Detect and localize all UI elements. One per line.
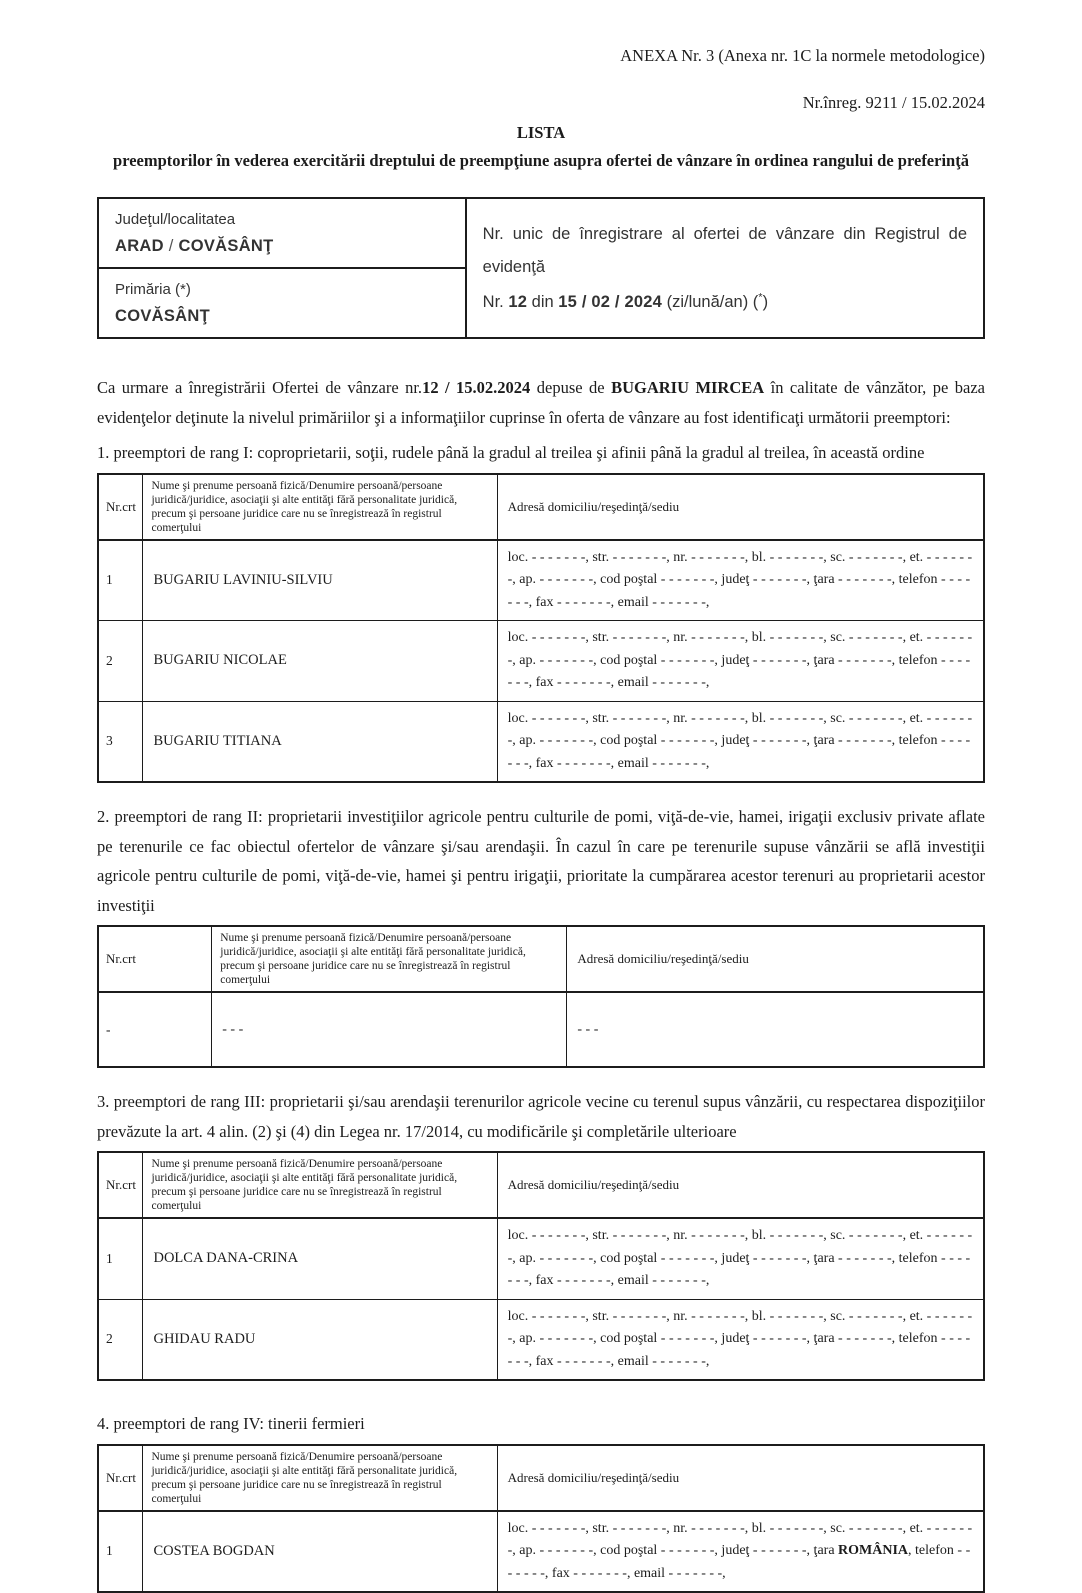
name-cell: BUGARIU NICOLAE [143,621,497,702]
section-3-heading: 3. preemptori de rang III: proprietarii şi/sau arendaşii terenurilor agricole vecine cu terenul supus vânzării, cu respectarea dispoziţiilor prevăzute la art. 4 alin. (2) şi (4) din Legea nr. 17/2014, cu modificările şi completările ulterioare [97,1087,985,1146]
primaria-value [115,303,449,329]
table-header-row [98,474,984,540]
name-cell: GHIDAU RADU [143,1299,497,1380]
preemptors-table-rang-3 [97,1151,985,1381]
address-cell [497,1511,984,1593]
col-header-nr: Nr.crt [98,1445,143,1511]
close-paren: ) [763,293,769,311]
preemptors-table-rang-4 [97,1444,985,1593]
name-cell: COSTEA BOGDAN [143,1511,497,1593]
address-cell: loc. - - - - - - -, str. - - - - - - -, nr. - - - - - - -, bl. - - - - - - -, sc. - - - - - - -, et. - - - - - - -, ap. - - - - - - -, cod poştal - - - - - - -, judeţ - - - - - - -, ţara - - - - - - -, telefon - - - - - - -, fax - - - - - - -, email - - - - - - -, [497,701,984,782]
offer-date: 15 / 02 / 2024 [558,293,662,311]
address-cell: loc. - - - - - - -, str. - - - - - - -, nr. - - - - - - -, bl. - - - - - - -, sc. - - - - - - -, et. - - - - - - -, ap. - - - - - - -, cod poştal - - - - - - -, judeţ - - - - - - -, ţara - - - - - - -, telefon - - - - - - -, fax - - - - - - -, email - - - - - - -, [497,1299,984,1380]
primaria-name: COVĂSÂNŢ [115,307,210,325]
address-cell: loc. - - - - - - -, str. - - - - - - -, nr. - - - - - - -, bl. - - - - - - -, sc. - - - - - - -, et. - - - - - - -, ap. - - - - - - -, cod poştal - - - - - - -, judeţ - - - - - - -, ţara - - - - - - -, telefon - - - - - - -, fax - - - - - - -, email - - - - - - -, [497,621,984,702]
preemptors-table-rang-1 [97,473,985,784]
row-number-cell: 2 [98,1299,143,1380]
col-header-name: Nume şi prenume persoană fizică/Denumire persoană/persoane juridică/juridice, asociaţii şi alte entităţi fără personalitate juridică, precum şi persoane juridice care nu se înregistrează în registrul comerţului [212,926,567,992]
col-header-address: Adresă domiciliu/reşedinţă/sediu [497,474,984,540]
offer-registration-caption: Nr. unic de înregistrare al ofertei de vânzare din Registrul de evidenţă [483,218,967,284]
county-value [115,233,449,259]
row-number-cell: 2 [98,621,143,702]
info-box [97,197,985,339]
col-header-nr: Nr.crt [98,926,212,992]
table-row [98,992,984,1067]
col-header-nr: Nr.crt [98,1152,143,1218]
section-4-heading: 4. preemptori de rang IV: tinerii fermieri [97,1409,985,1439]
intro-text-1: Ca urmare a înregistrării Ofertei de vânzare nr. [97,378,422,397]
table-row [98,1299,984,1380]
din-text: din [527,293,558,311]
row-number-cell: 3 [98,701,143,782]
col-header-address: Adresă domiciliu/reşedinţă/sediu [497,1152,984,1218]
address-cell: loc. - - - - - - -, str. - - - - - - -, nr. - - - - - - -, bl. - - - - - - -, sc. - - - - - - -, et. - - - - - - -, ap. - - - - - - -, cod poştal - - - - - - -, judeţ - - - - - - -, ţara - - - - - - -, telefon - - - - - - -, fax - - - - - - -, email - - - - - - -, [497,540,984,621]
offer-number: 12 [508,293,527,311]
document-subtitle: preemptorilor în vederea exercitării dreptului de preempţiune asupra ofertei de vânzare în ordinea rangului de preferinţă [97,147,985,174]
address-cell: - - - [567,992,984,1067]
table-row [98,1218,984,1299]
table-row [98,1511,984,1593]
intro-paragraph [97,373,985,432]
preemptors-table-rang-2 [97,925,985,1068]
nr-prefix: Nr. [483,293,509,311]
name-cell: DOLCA DANA-CRINA [143,1218,497,1299]
country-value: ROMÂNIA [838,1543,908,1558]
seller-name: BUGARIU MIRCEA [611,378,764,397]
row-number-cell: 1 [98,1218,143,1299]
section-1-heading: 1. preemptori de rang I: coproprietarii, soţii, rudele până la gradul al treilea şi afinii până la gradul al treilea, în această ordine [97,438,985,468]
footnote-star: * [758,291,762,303]
table-row [98,701,984,782]
name-cell: - - - [212,992,567,1067]
name-cell: BUGARIU LAVINIU-SILVIU [143,540,497,621]
offer-ref: 12 / 15.02.2024 [422,378,530,397]
county-label: Judeţul/localitatea [115,207,449,233]
table-row [98,621,984,702]
section-2-heading: 2. preemptori de rang II: proprietarii investiţiilor agricole pentru culturile de pomi, viţă-de-vie, hamei, irigaţii exclusiv private aflate pe terenurile ce fac obiectul ofertelor de vânzare şi/sau arendaşii. În cazul în care pe terenurile supuse vânzării se află investiţii agricole pentru culturile de pomi, viţă-de-vie, hamei şi pentru irigaţii, prioritate la cumpărarea acestor terenuri au proprietarii acestor investiţii [97,802,985,920]
locality-name: COVĂSÂNŢ [179,237,274,255]
row-number-cell: 1 [98,540,143,621]
col-header-address: Adresă domiciliu/reşedinţă/sediu [567,926,984,992]
name-cell: BUGARIU TITIANA [143,701,497,782]
table-row [98,540,984,621]
address-cell: loc. - - - - - - -, str. - - - - - - -, nr. - - - - - - -, bl. - - - - - - -, sc. - - - - - - -, et. - - - - - - -, ap. - - - - - - -, cod poştal - - - - - - -, judeţ - - - - - - -, ţara - - - - - - -, telefon - - - - - - -, fax - - - - - - -, email - - - - - - -, [497,1218,984,1299]
table-header-row [98,1445,984,1511]
table-header-row [98,926,984,992]
county-cell [98,198,466,268]
intro-text-2: depuse de [530,378,611,397]
registration-number: Nr.înreg. 9211 / 15.02.2024 [97,93,985,113]
document-title: LISTA [97,122,985,144]
county-separator: / [164,237,179,255]
col-header-name: Nume şi prenume persoană fizică/Denumire persoană/persoane juridică/juridice, asociaţii şi alte entităţi fără personalitate juridică, precum şi persoane juridice care nu se înregistrează în registrul comerţului [143,474,497,540]
address-text: loc. - - - - - - -, str. - - - - - - -, nr. - - - - - - -, bl. - - - - - - -, sc. - - - - - - -, et. - - - - - - -, ap. - - - - - - -, cod poştal - - - - - - -, judeţ - - - - - - -, ţara [508,1521,973,1559]
offer-registration-value [483,286,967,319]
row-number-cell: 1 [98,1511,143,1593]
col-header-name: Nume şi prenume persoană fizică/Denumire persoană/persoane juridică/juridice, asociaţii şi alte entităţi fără personalitate juridică, precum şi persoane juridice care nu se înregistrează în registrul comerţului [143,1152,497,1218]
offer-registration-cell [466,198,984,338]
address-text: , telefon - - - - - - -, fax - - - - - - -, email - - - - - - -, [508,1543,971,1581]
table-header-row [98,1152,984,1218]
col-header-address: Adresă domiciliu/reşedinţă/sediu [497,1445,984,1511]
county-name: ARAD [115,237,164,255]
row-number-cell: - [98,992,212,1067]
primaria-label: Primăria (*) [115,277,449,303]
col-header-name: Nume şi prenume persoană fizică/Denumire persoană/persoane juridică/juridice, asociaţii şi alte entităţi fără personalitate juridică, precum şi persoane juridice care nu se înregistrează în registrul comerţului [143,1445,497,1511]
annex-note: ANEXA Nr. 3 (Anexa nr. 1C la normele metodologice) [97,46,985,66]
date-format-note: (zi/lună/an) ( [662,293,758,311]
col-header-nr: Nr.crt [98,474,143,540]
primaria-cell [98,268,466,338]
intro-text-3: în calitate de vânzător, pe baza evidenţelor deţinute la nivelul primăriilor şi a informaţiilor cuprinse în oferta de vânzare au fost identificaţi următorii preemptori: [97,378,985,427]
